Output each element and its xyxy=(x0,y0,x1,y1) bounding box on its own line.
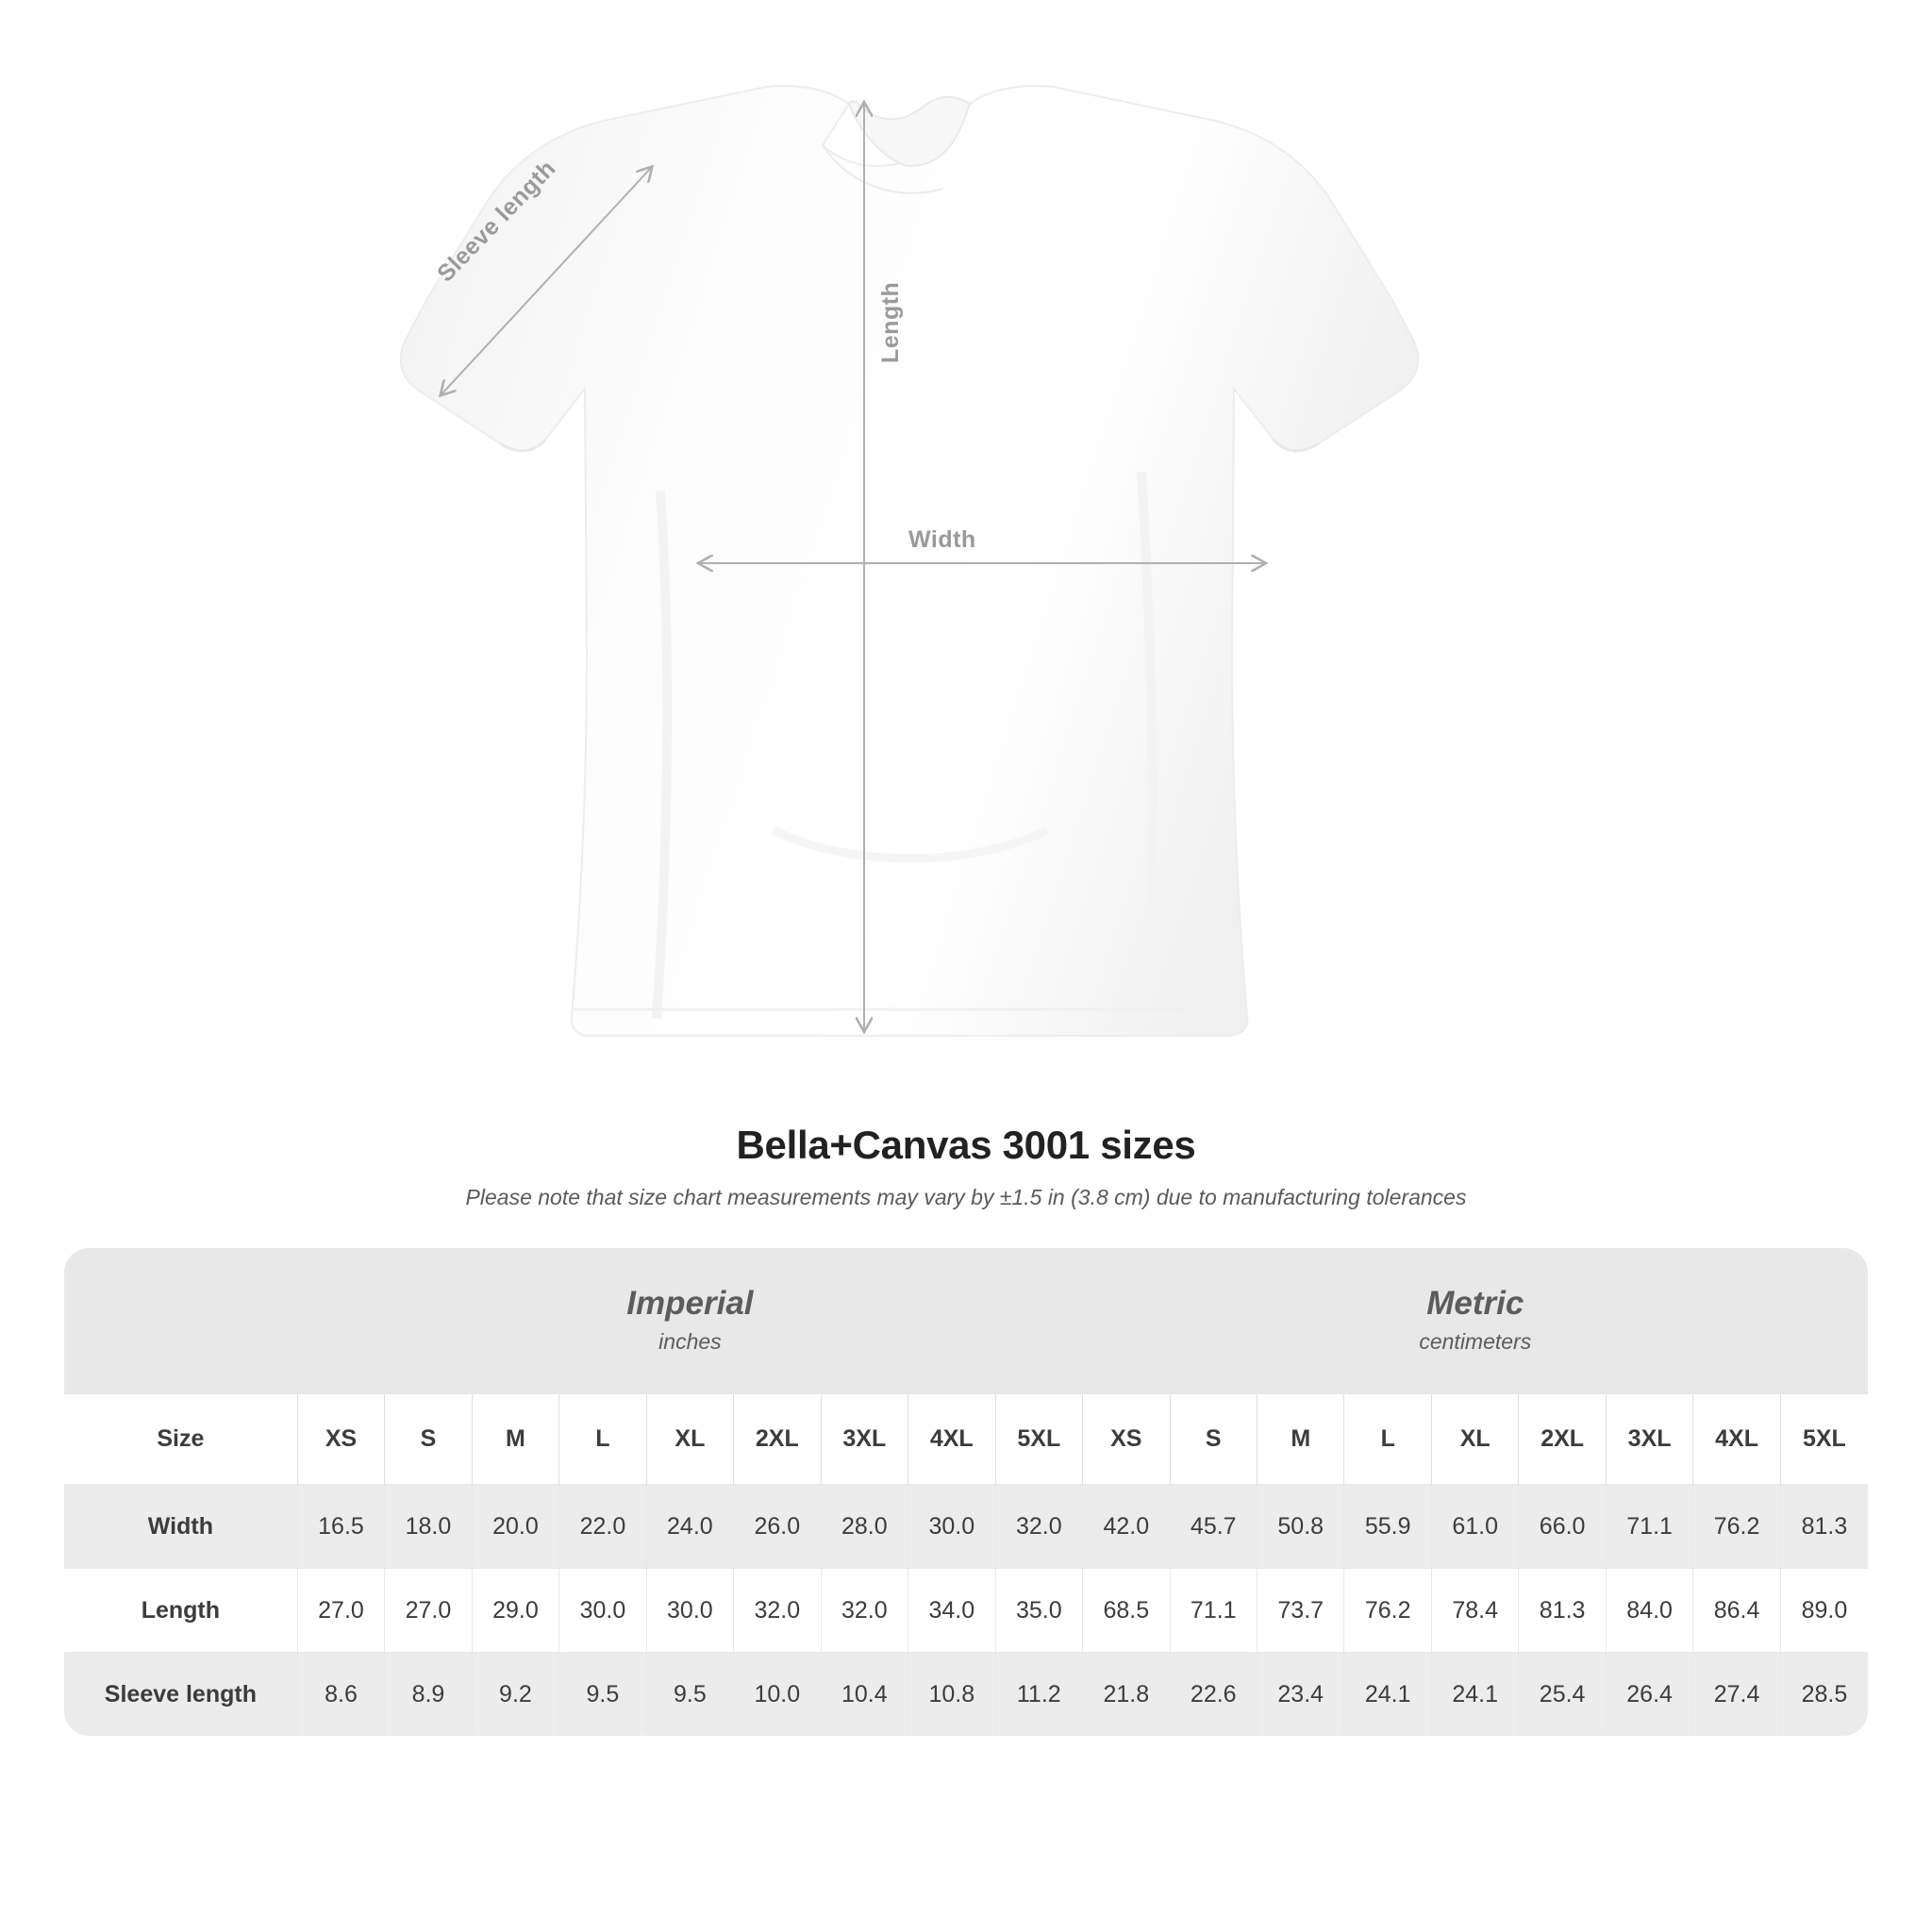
size-header-2xl-metric: 2XL xyxy=(1519,1394,1606,1485)
unit-group-imperial-name: Imperial xyxy=(626,1285,754,1323)
cell-sleeve-16: 27.4 xyxy=(1693,1653,1780,1737)
cell-length-5: 32.0 xyxy=(734,1569,821,1653)
size-header-4xl-metric: 4XL xyxy=(1693,1394,1780,1485)
page-title: Bella+Canvas 3001 sizes xyxy=(736,1123,1196,1167)
cell-length-14: 81.3 xyxy=(1519,1569,1606,1653)
cell-sleeve-5: 10.0 xyxy=(734,1653,821,1737)
cell-sleeve-3: 9.5 xyxy=(559,1653,646,1737)
cell-width-12: 55.9 xyxy=(1344,1485,1431,1569)
table-row-width xyxy=(64,1485,1868,1569)
cell-length-13: 78.4 xyxy=(1431,1569,1518,1653)
size-header-3xl-metric: 3XL xyxy=(1606,1394,1692,1485)
cell-width-0: 16.5 xyxy=(297,1485,384,1569)
cell-width-8: 32.0 xyxy=(995,1485,1083,1569)
cell-sleeve-9: 21.8 xyxy=(1083,1653,1170,1737)
size-header-xl-imperial: XL xyxy=(646,1394,733,1485)
cell-sleeve-14: 25.4 xyxy=(1519,1653,1606,1737)
size-header-xl-metric: XL xyxy=(1431,1394,1518,1485)
cell-length-7: 34.0 xyxy=(908,1569,995,1653)
size-header-m-metric: M xyxy=(1257,1394,1344,1485)
cell-width-7: 30.0 xyxy=(908,1485,995,1569)
size-table xyxy=(64,1248,1868,1736)
row-label-width: Width xyxy=(64,1485,297,1569)
unit-header-spacer xyxy=(64,1248,297,1394)
size-header-s-imperial: S xyxy=(385,1394,472,1485)
cell-length-0: 27.0 xyxy=(297,1569,384,1653)
size-header-l-metric: L xyxy=(1344,1394,1431,1485)
size-header-m-imperial: M xyxy=(472,1394,558,1485)
cell-width-5: 26.0 xyxy=(734,1485,821,1569)
cell-sleeve-0: 8.6 xyxy=(297,1653,384,1737)
unit-group-imperial xyxy=(297,1248,1082,1394)
cell-sleeve-15: 26.4 xyxy=(1606,1653,1692,1737)
unit-group-metric-sub: centimeters xyxy=(1419,1328,1532,1354)
row-label-length: Length xyxy=(64,1569,297,1653)
cell-length-16: 86.4 xyxy=(1693,1569,1780,1653)
cell-length-3: 30.0 xyxy=(559,1569,646,1653)
size-header-label: Size xyxy=(64,1394,297,1485)
cell-width-9: 42.0 xyxy=(1083,1485,1170,1569)
size-header-2xl-imperial: 2XL xyxy=(734,1394,821,1485)
cell-length-10: 71.1 xyxy=(1170,1569,1257,1653)
cell-sleeve-12: 24.1 xyxy=(1344,1653,1431,1737)
cell-sleeve-6: 10.4 xyxy=(821,1653,908,1737)
tolerance-note: Please note that size chart measurements may vary by ±1.5 in (3.8 cm) due to manufacturing tolerances xyxy=(465,1185,1467,1209)
cell-length-6: 32.0 xyxy=(821,1569,908,1653)
size-header-3xl-imperial: 3XL xyxy=(821,1394,908,1485)
sleeve-length-label: Sleeve length xyxy=(432,155,561,288)
length-label: Length xyxy=(877,281,904,363)
cell-length-1: 27.0 xyxy=(385,1569,472,1653)
cell-width-10: 45.7 xyxy=(1170,1485,1257,1569)
cell-width-11: 50.8 xyxy=(1257,1485,1344,1569)
cell-sleeve-2: 9.2 xyxy=(472,1653,558,1737)
cell-length-15: 84.0 xyxy=(1606,1569,1692,1653)
cell-width-3: 22.0 xyxy=(559,1485,646,1569)
cell-length-11: 73.7 xyxy=(1257,1569,1344,1653)
cell-length-9: 68.5 xyxy=(1083,1569,1170,1653)
cell-length-4: 30.0 xyxy=(646,1569,733,1653)
unit-header-row xyxy=(64,1248,1868,1394)
size-header-5xl-metric: 5XL xyxy=(1780,1394,1868,1485)
size-header-4xl-imperial: 4XL xyxy=(908,1394,995,1485)
size-header-l-imperial: L xyxy=(559,1394,646,1485)
cell-length-2: 29.0 xyxy=(472,1569,558,1653)
cell-width-4: 24.0 xyxy=(646,1485,733,1569)
table-row-length xyxy=(64,1569,1868,1653)
cell-width-17: 81.3 xyxy=(1780,1485,1868,1569)
cell-length-12: 76.2 xyxy=(1344,1569,1431,1653)
row-label-sleeve-length: Sleeve length xyxy=(64,1653,297,1737)
cell-width-6: 28.0 xyxy=(821,1485,908,1569)
cell-sleeve-4: 9.5 xyxy=(646,1653,733,1737)
cell-sleeve-7: 10.8 xyxy=(908,1653,995,1737)
cell-sleeve-11: 23.4 xyxy=(1257,1653,1344,1737)
unit-group-metric-name: Metric xyxy=(1426,1285,1524,1323)
cell-width-1: 18.0 xyxy=(385,1485,472,1569)
cell-width-15: 71.1 xyxy=(1606,1485,1692,1569)
size-header-s-metric: S xyxy=(1170,1394,1257,1485)
cell-length-8: 35.0 xyxy=(995,1569,1083,1653)
cell-sleeve-1: 8.9 xyxy=(385,1653,472,1737)
cell-width-13: 61.0 xyxy=(1431,1485,1518,1569)
cell-length-17: 89.0 xyxy=(1780,1569,1868,1653)
tshirt-shape xyxy=(401,86,1419,1036)
cell-width-14: 66.0 xyxy=(1519,1485,1606,1569)
cell-sleeve-17: 28.5 xyxy=(1780,1653,1868,1737)
width-label: Width xyxy=(908,526,976,553)
size-table-wrapper xyxy=(64,1248,1868,1736)
cell-sleeve-10: 22.6 xyxy=(1170,1653,1257,1737)
size-header-row xyxy=(64,1394,1868,1485)
size-header-xs-imperial: XS xyxy=(297,1394,384,1485)
unit-group-metric xyxy=(1083,1248,1868,1394)
table-row-sleeve-length xyxy=(64,1653,1868,1737)
cell-sleeve-13: 24.1 xyxy=(1431,1653,1518,1737)
chart-header xyxy=(0,1123,1932,1210)
cell-sleeve-8: 11.2 xyxy=(995,1653,1083,1737)
size-header-5xl-imperial: 5XL xyxy=(995,1394,1083,1485)
size-header-xs-metric: XS xyxy=(1083,1394,1170,1485)
unit-group-imperial-sub: inches xyxy=(658,1328,722,1354)
cell-width-2: 20.0 xyxy=(472,1485,558,1569)
cell-width-16: 76.2 xyxy=(1693,1485,1780,1569)
